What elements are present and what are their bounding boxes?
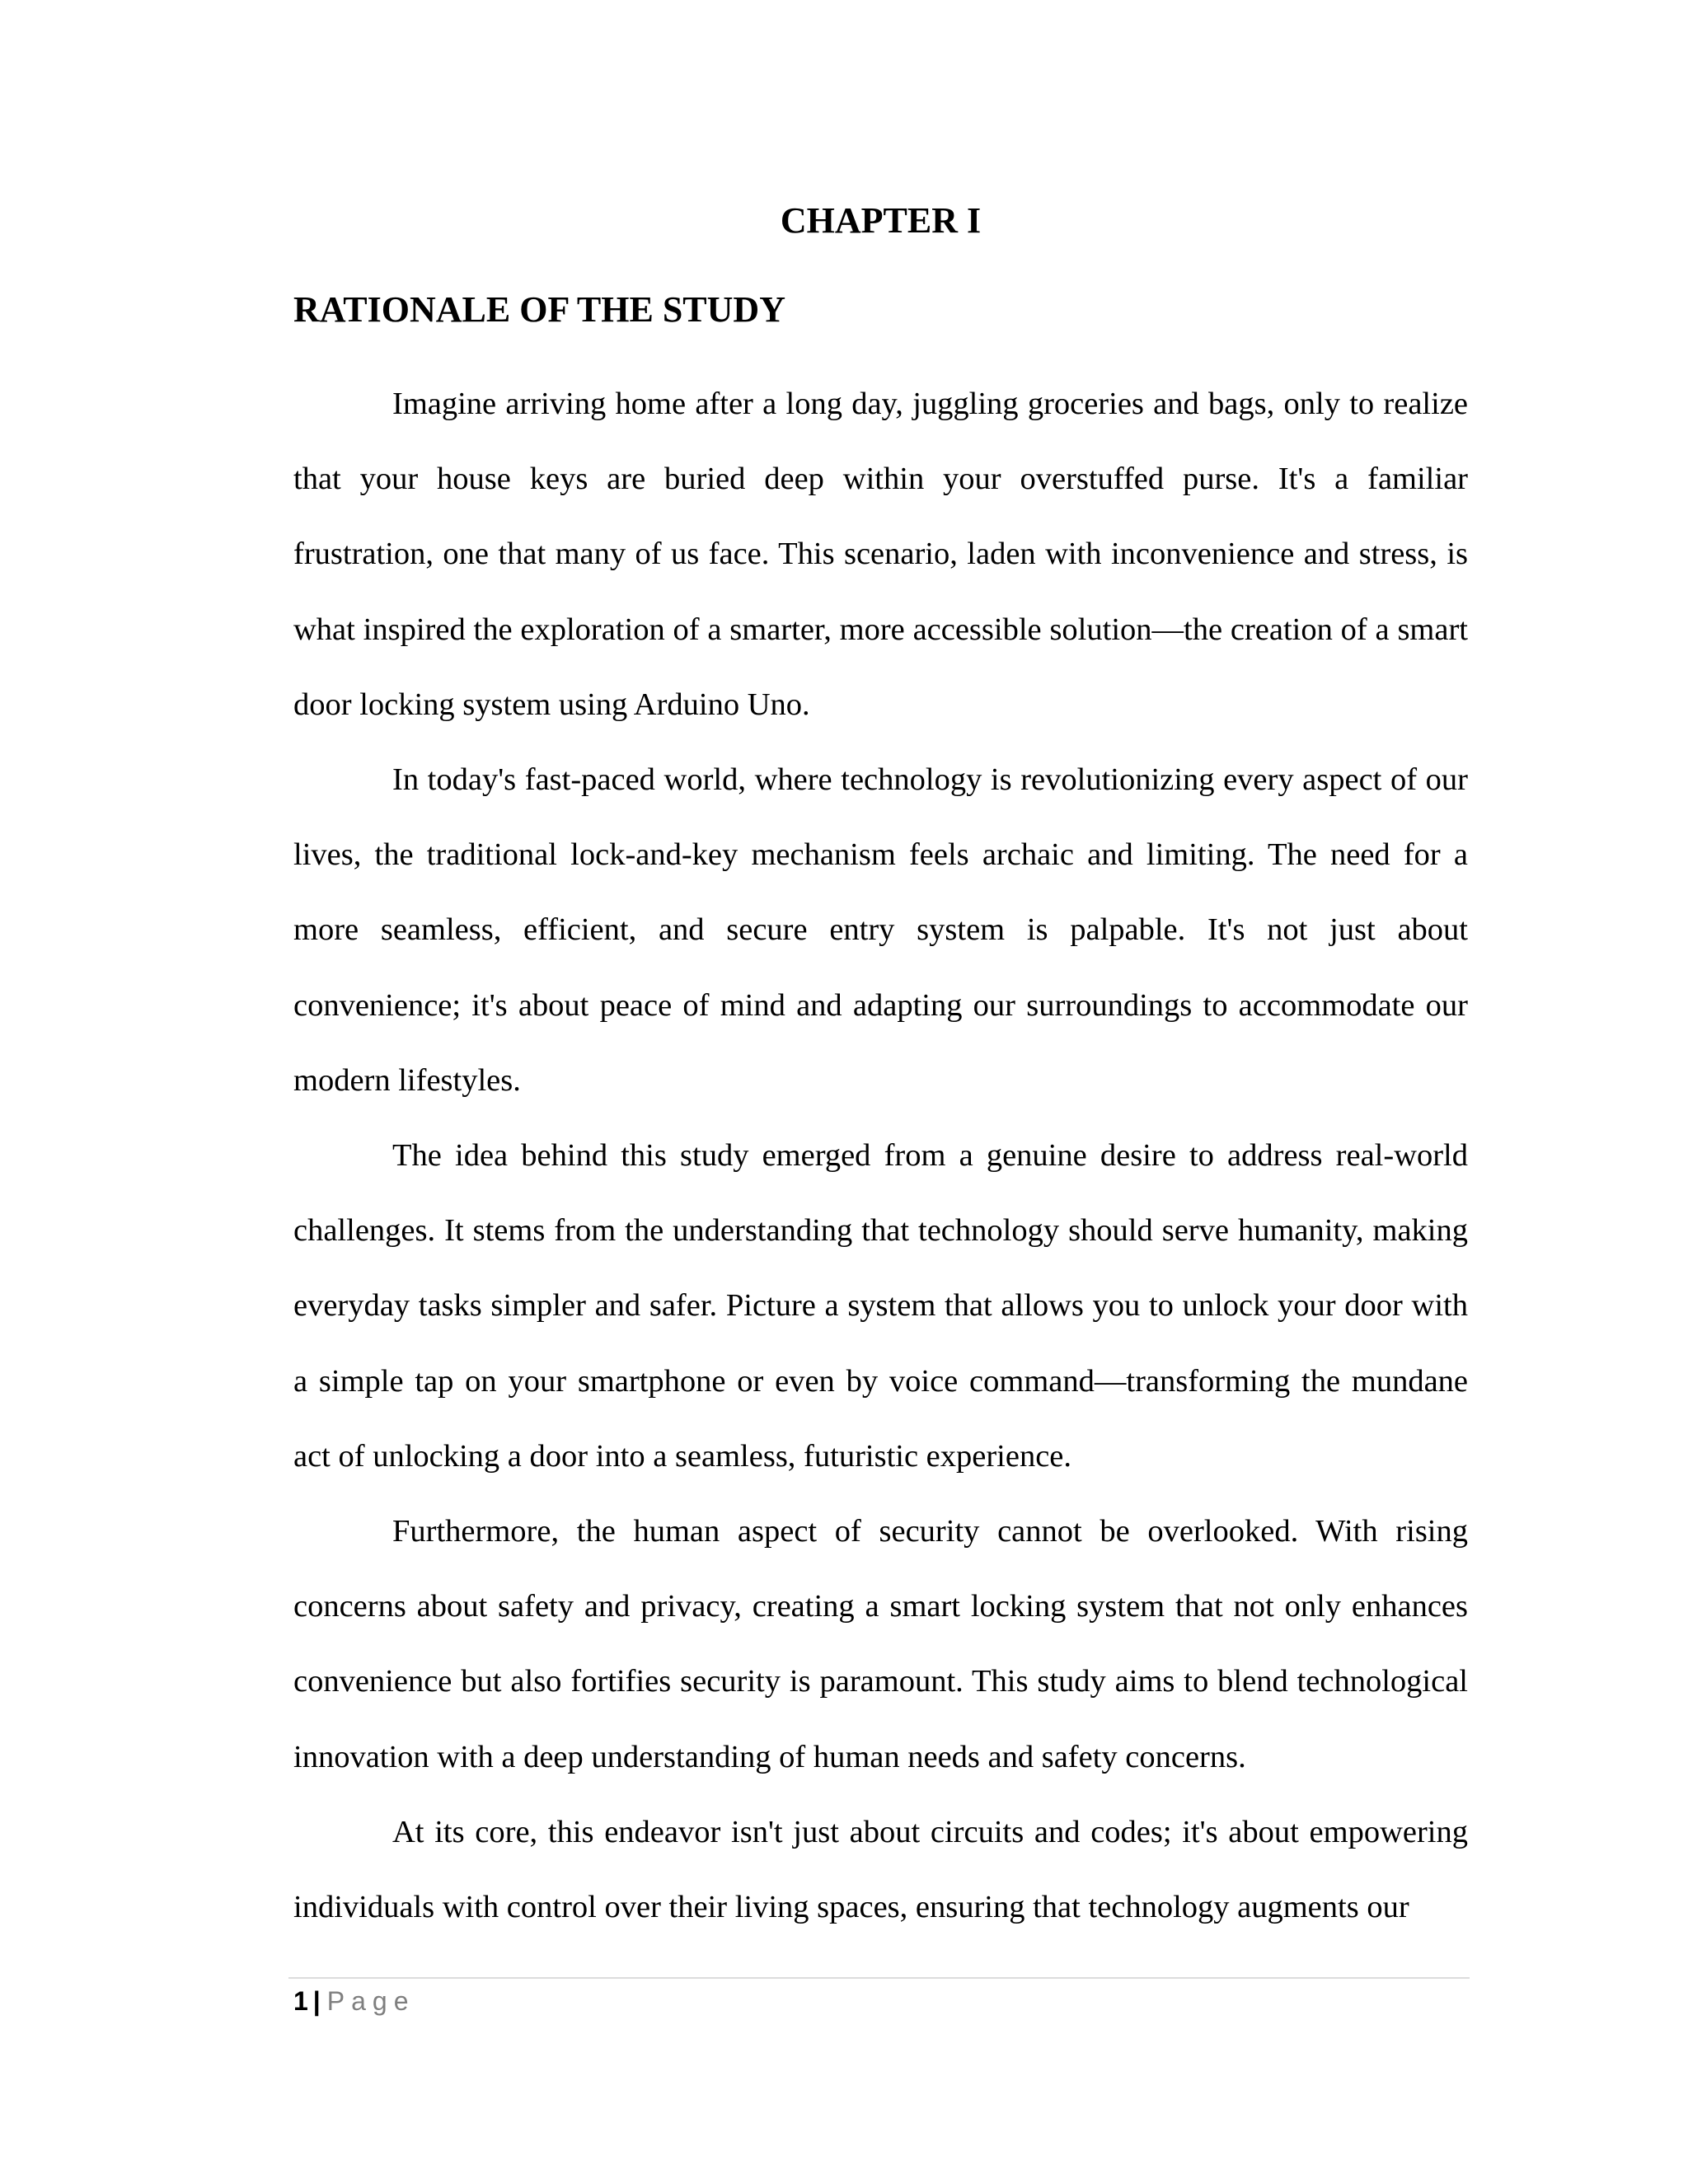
page-label: Page — [326, 1986, 415, 2016]
section-title: RATIONALE OF THE STUDY — [293, 289, 785, 330]
page-footer — [293, 1983, 415, 2019]
paragraph: The idea behind this study emerged from a genuine desire to address real-world challenges. It stems from the understanding that technology should serve humanity, making everyday tasks simpler and safer. Picture a system that allows you to unlock your door with a simple tap on your smartphone or even by voice command—transforming the mundane act of unlocking a door into a seamless, futuristic experience. — [293, 1138, 1468, 1474]
paragraph: At its core, this endeavor isn't just about circuits and codes; it's about empowering individuals with control over their living spaces, ensuring that technology augments our — [293, 1814, 1468, 1925]
paragraph: Imagine arriving home after a long day, juggling groceries and bags, only to realize that your house keys are buried deep within your overstuffed purse. It's a familiar frustration, one that many of us face. This scenario, laden with inconvenience and stress, is what inspired the exploration of a smarter, more accessible solution—the creation of a smart door locking system using Arduino Uno. — [293, 387, 1468, 722]
paragraph: In today's fast-paced world, where technology is revolutionizing every aspect of our lives, the traditional lock-and-key mechanism feels archaic and limiting. The need for a more seamless, efficient, and secure entry system is palpable. It's not just about convenience; it's about peace of mind and adapting our surroundings to accommodate our modern lifestyles. — [293, 762, 1468, 1098]
page-number: 1 — [293, 1986, 308, 2016]
footer-divider — [288, 1977, 1470, 1979]
paragraph: Furthermore, the human aspect of security cannot be overlooked. With rising concerns about safety and privacy, creating a smart locking system that not only enhances convenience but also fortifies security is paramount. This study aims to blend technological innovation with a deep understanding of human needs and safety concerns. — [293, 1514, 1468, 1774]
body-text — [293, 367, 1468, 1945]
chapter-title: CHAPTER I — [780, 200, 982, 241]
page-separator: | — [312, 1986, 321, 2016]
